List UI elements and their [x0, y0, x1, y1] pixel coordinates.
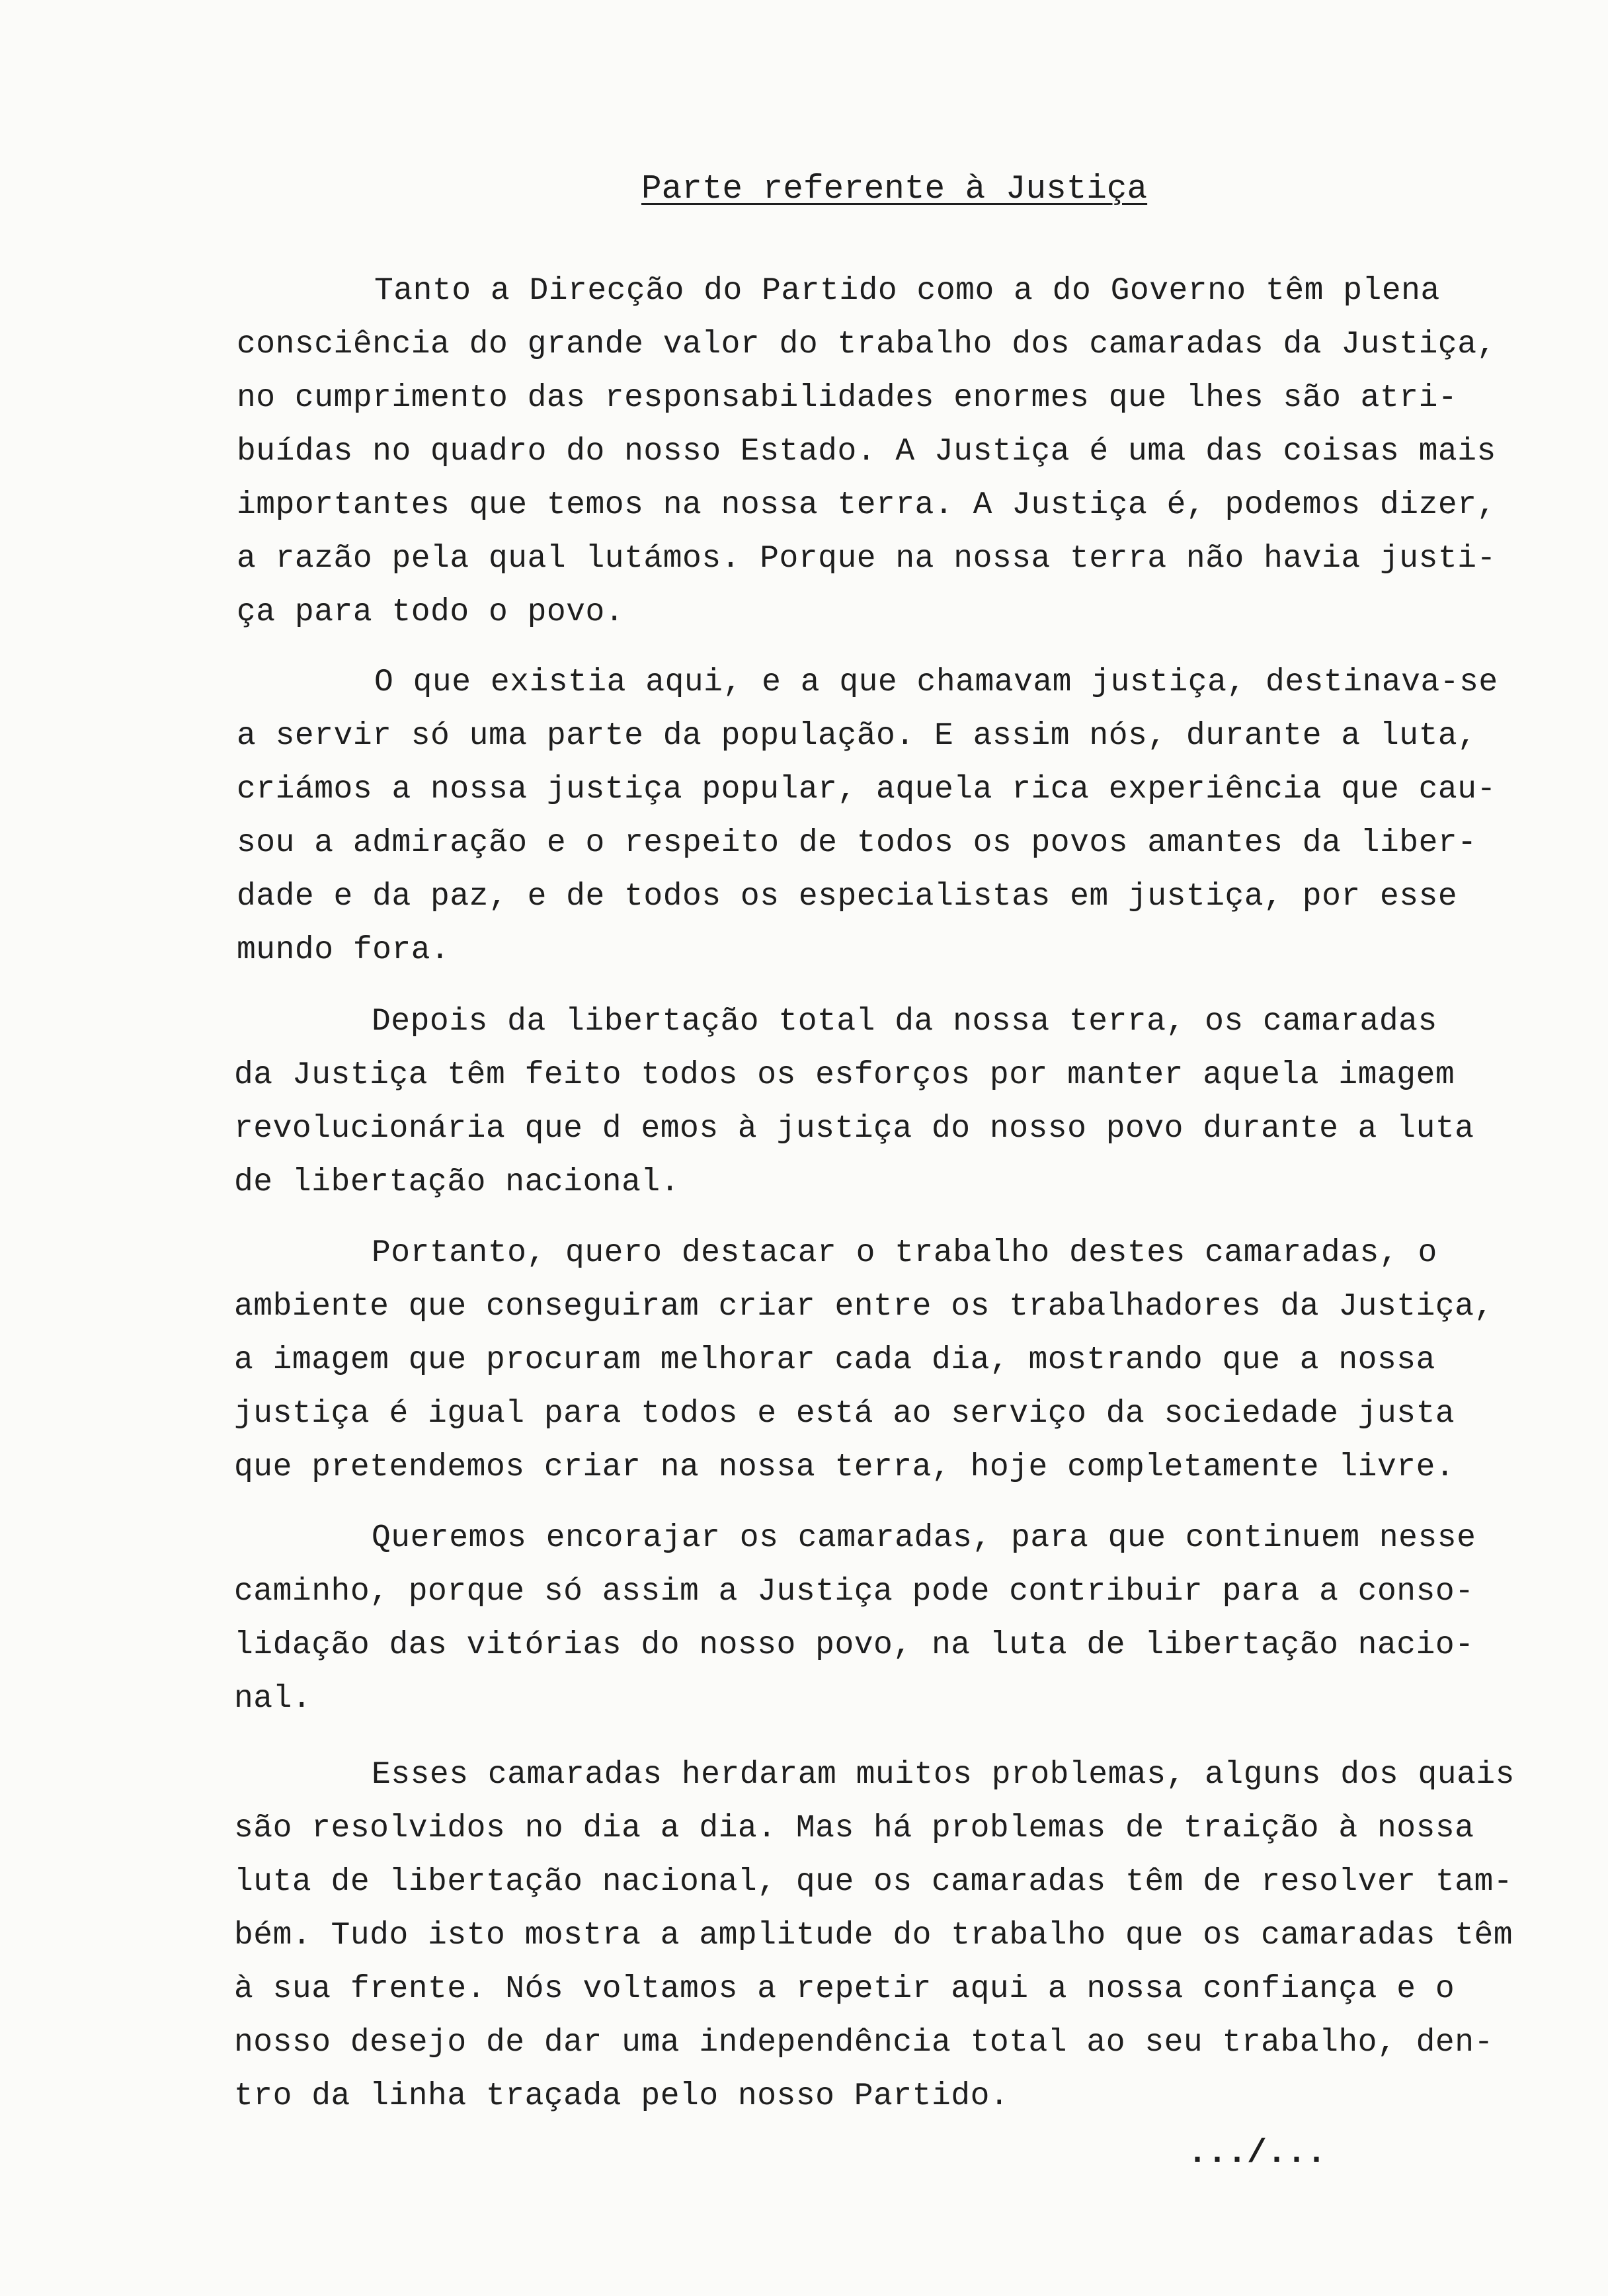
- continuation-mark: .../...: [1187, 2135, 1327, 2172]
- text-line: Queremos encorajar os camaradas, para que continuem nesse: [372, 1520, 1476, 1556]
- text-line: consciência do grande valor do trabalho dos camaradas da Justiça,: [237, 327, 1496, 362]
- text-line: a razão pela qual lutámos. Porque na nossa terra não havia justi-: [237, 541, 1496, 577]
- text-line: nosso desejo de dar uma independência total ao seu trabalho, den-: [234, 2025, 1494, 2061]
- text-line: de libertação nacional.: [234, 1165, 680, 1200]
- text-line: revolucionária que d emos à justiça do nosso povo durante a luta: [234, 1111, 1474, 1147]
- text-line: à sua frente. Nós voltamos a repetir aqui a nossa confiança e o: [234, 1971, 1455, 2007]
- text-line: importantes que temos na nossa terra. A Justiça é, podemos dizer,: [237, 487, 1496, 523]
- text-line: Portanto, quero destacar o trabalho destes camaradas, o: [372, 1235, 1437, 1271]
- text-line: Tanto a Direcção do Partido como a do Governo têm plena: [374, 273, 1440, 309]
- text-line: O que existia aqui, e a que chamavam justiça, destinava-se: [374, 665, 1498, 700]
- text-line: ambiente que conseguiram criar entre os trabalhadores da Justiça,: [234, 1289, 1494, 1325]
- text-line: caminho, porque só assim a Justiça pode contribuir para a conso-: [234, 1574, 1474, 1610]
- text-line: da Justiça têm feito todos os esforços por manter aquela imagem: [234, 1057, 1455, 1093]
- text-line: bém. Tudo isto mostra a amplitude do trabalho que os camaradas têm: [234, 1918, 1513, 1953]
- text-line: criámos a nossa justiça popular, aquela rica experiência que cau-: [237, 772, 1496, 807]
- text-line: Depois da libertação total da nossa terra, os camaradas: [372, 1004, 1437, 1040]
- text-line: dade e da paz, e de todos os especialistas em justiça, por esse: [237, 879, 1458, 915]
- page-title: Parte referente à Justiça: [641, 171, 1148, 208]
- text-line: que pretendemos criar na nossa terra, hoje completamente livre.: [234, 1450, 1455, 1485]
- text-line: justiça é igual para todos e está ao serviço da sociedade justa: [234, 1396, 1455, 1432]
- text-line: no cumprimento das responsabilidades enormes que lhes são atri-: [237, 380, 1458, 416]
- text-line: tro da linha traçada pelo nosso Partido.: [234, 2078, 1010, 2114]
- text-line: a imagem que procuram melhorar cada dia, mostrando que a nossa: [234, 1342, 1435, 1378]
- text-line: nal.: [234, 1681, 312, 1717]
- text-line: a servir só uma parte da população. E assim nós, durante a luta,: [237, 718, 1477, 754]
- text-line: são resolvidos no dia a dia. Mas há problemas de traição à nossa: [234, 1811, 1474, 1846]
- text-line: mundo fora.: [237, 932, 450, 968]
- text-line: sou a admiração e o respeito de todos os povos amantes da liber-: [237, 825, 1477, 861]
- text-line: lidação das vitórias do nosso povo, na luta de libertação nacio-: [234, 1627, 1474, 1663]
- text-line: luta de libertação nacional, que os camaradas têm de resolver tam-: [234, 1864, 1513, 1900]
- text-line: ça para todo o povo.: [237, 594, 625, 630]
- text-line: buídas no quadro do nosso Estado. A Justiça é uma das coisas mais: [237, 434, 1496, 470]
- text-line: Esses camaradas herdaram muitos problemas, alguns dos quais: [372, 1757, 1515, 1793]
